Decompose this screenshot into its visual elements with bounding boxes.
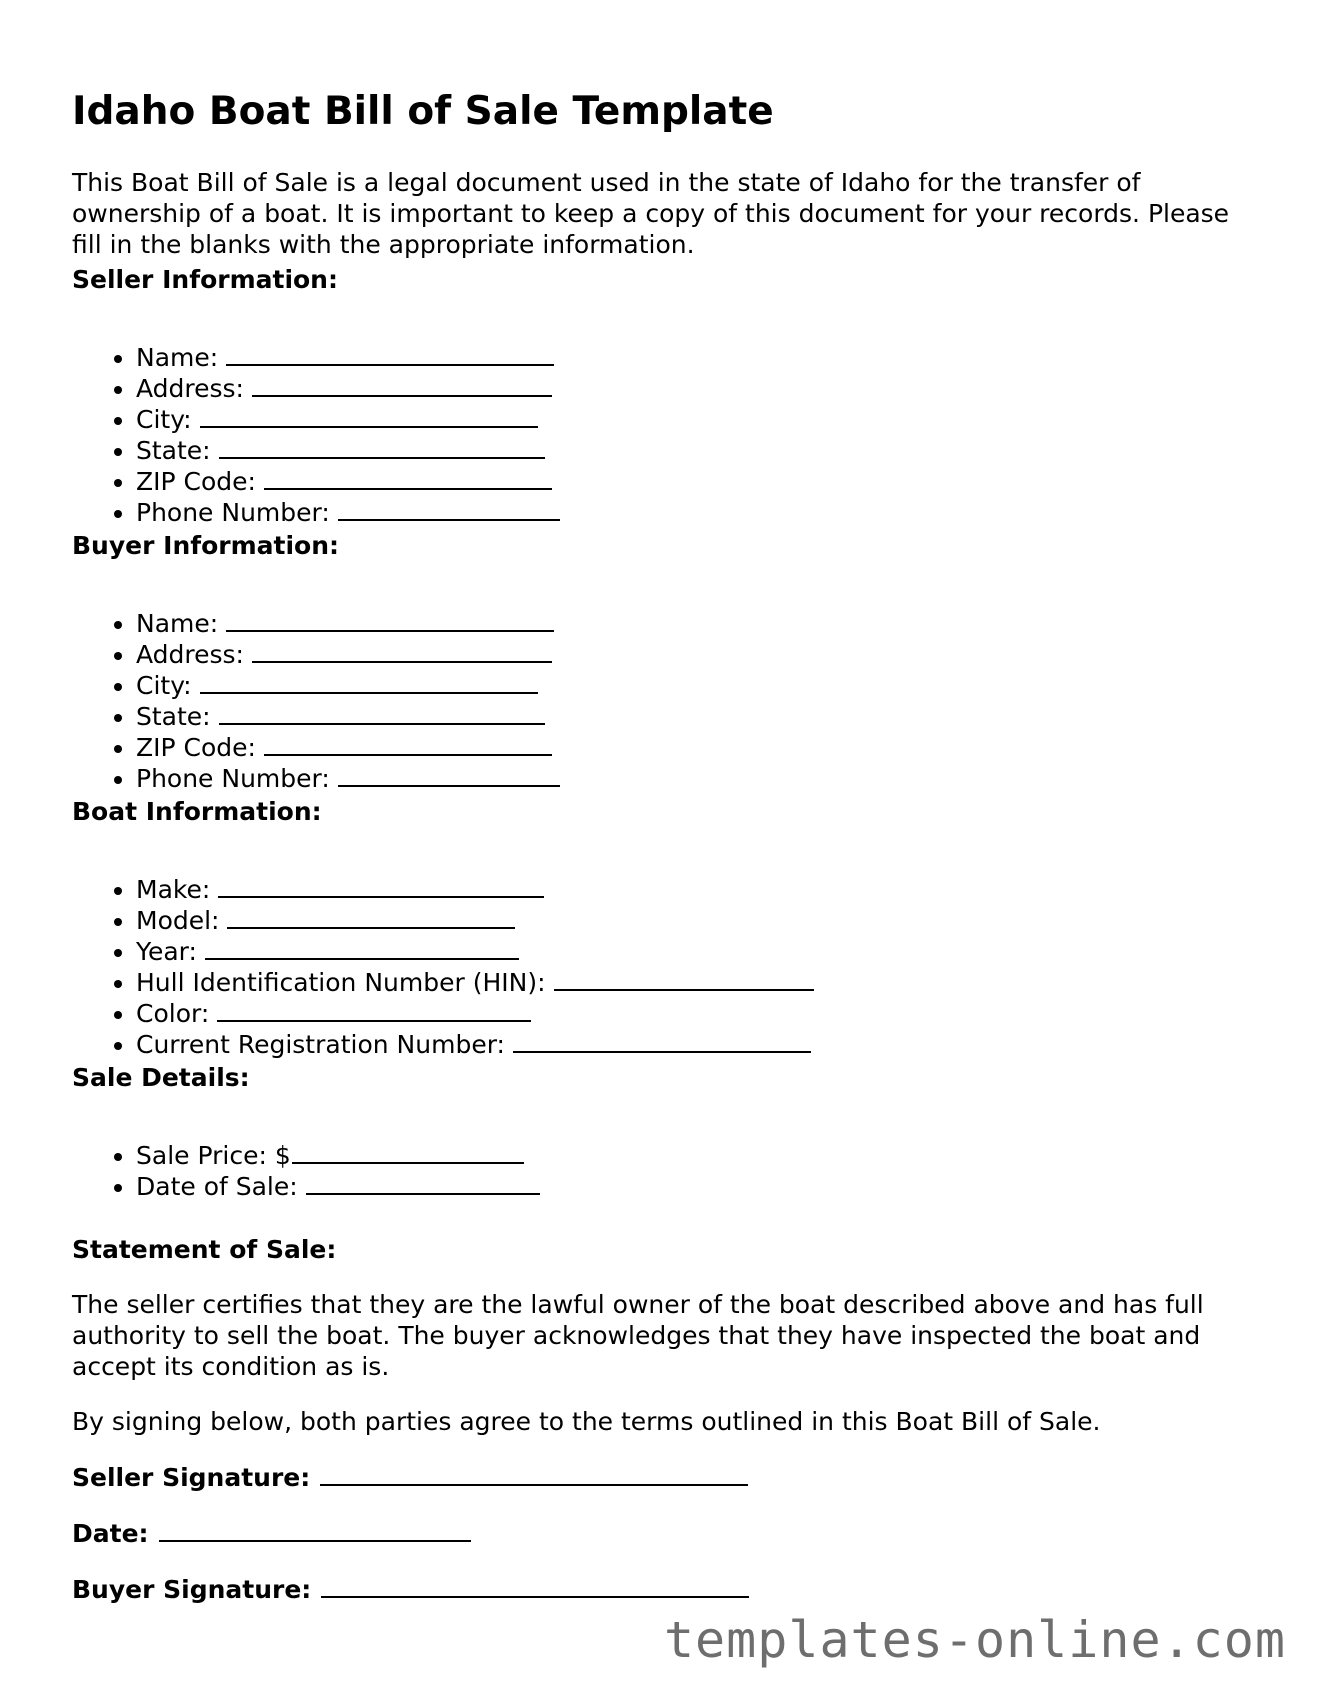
buyer-signature-blank[interactable]	[321, 1574, 749, 1598]
field-label: Make:	[136, 875, 211, 904]
seller-signature-line	[72, 1462, 748, 1493]
boat-color-item	[136, 998, 814, 1029]
field-label: Year:	[136, 937, 197, 966]
buyer-address-blank[interactable]	[252, 639, 552, 663]
field-label: Address:	[136, 374, 244, 403]
sale-price-blank[interactable]	[292, 1140, 524, 1164]
buyer-state-item	[136, 701, 560, 732]
seller-state-item	[136, 435, 560, 466]
field-label: City:	[136, 405, 192, 434]
buyer-signature-label: Buyer Signature:	[72, 1575, 312, 1604]
seller-name-item	[136, 342, 560, 373]
boat-model-item	[136, 905, 814, 936]
buyer-city-item	[136, 670, 560, 701]
field-label: Current Registration Number:	[136, 1030, 505, 1059]
seller-city-item	[136, 404, 560, 435]
intro-paragraph: This Boat Bill of Sale is a legal document used in the state of Idaho for the transfer of ownership of a boat. It is important to keep a copy of this document for your records. Please fill in the blanks with the appropriate information.	[72, 168, 1230, 259]
seller-zip-item	[136, 466, 560, 497]
field-label: ZIP Code:	[136, 467, 256, 496]
statement-section-heading: Statement of Sale:	[72, 1235, 337, 1264]
boat-fields-list	[72, 874, 814, 1060]
boat-model-blank[interactable]	[227, 905, 515, 929]
date-line	[72, 1518, 471, 1549]
seller-phone-item	[136, 497, 560, 528]
agreement-paragraph: By signing below, both parties agree to the terms outlined in this Boat Bill of Sale.	[72, 1407, 1101, 1436]
seller-section-heading: Seller Information:	[72, 265, 338, 294]
seller-signature-label: Seller Signature:	[72, 1463, 311, 1492]
boat-color-blank[interactable]	[217, 998, 531, 1022]
field-label: City:	[136, 671, 192, 700]
sale-section-heading: Sale Details:	[72, 1063, 250, 1092]
buyer-signature-line	[72, 1574, 749, 1605]
field-label: Hull Identification Number (HIN):	[136, 968, 546, 997]
sale-fields-list	[72, 1140, 540, 1202]
sale-price-item	[136, 1140, 540, 1171]
field-label: Phone Number:	[136, 498, 330, 527]
buyer-phone-blank[interactable]	[338, 763, 560, 787]
seller-zip-blank[interactable]	[264, 466, 552, 490]
boat-year-item	[136, 936, 814, 967]
field-label: Sale Price: $	[136, 1141, 291, 1170]
field-label: Name:	[136, 343, 219, 372]
seller-state-blank[interactable]	[219, 435, 545, 459]
seller-name-blank[interactable]	[226, 342, 554, 366]
boat-hin-blank[interactable]	[554, 967, 814, 991]
field-label: Model:	[136, 906, 220, 935]
boat-make-blank[interactable]	[218, 874, 544, 898]
buyer-address-item	[136, 639, 560, 670]
seller-address-item	[136, 373, 560, 404]
date-blank[interactable]	[159, 1518, 471, 1542]
boat-registration-blank[interactable]	[513, 1029, 811, 1053]
field-label: ZIP Code:	[136, 733, 256, 762]
boat-registration-item	[136, 1029, 814, 1060]
buyer-fields-list	[72, 608, 560, 794]
boat-make-item	[136, 874, 814, 905]
boat-section-heading: Boat Information:	[72, 797, 322, 826]
sale-date-blank[interactable]	[306, 1171, 540, 1195]
field-label: Phone Number:	[136, 764, 330, 793]
seller-signature-blank[interactable]	[320, 1462, 748, 1486]
buyer-name-item	[136, 608, 560, 639]
boat-hin-item	[136, 967, 814, 998]
sale-date-item	[136, 1171, 540, 1202]
field-label: Name:	[136, 609, 219, 638]
boat-year-blank[interactable]	[205, 936, 519, 960]
seller-city-blank[interactable]	[200, 404, 538, 428]
field-label: State:	[136, 436, 211, 465]
buyer-zip-item	[136, 732, 560, 763]
buyer-city-blank[interactable]	[200, 670, 538, 694]
seller-fields-list	[72, 342, 560, 528]
page-title: Idaho Boat Bill of Sale Template	[72, 89, 774, 134]
buyer-name-blank[interactable]	[226, 608, 554, 632]
buyer-state-blank[interactable]	[219, 701, 545, 725]
date-label: Date:	[72, 1519, 149, 1548]
seller-phone-blank[interactable]	[338, 497, 560, 521]
field-label: State:	[136, 702, 211, 731]
buyer-section-heading: Buyer Information:	[72, 531, 340, 560]
buyer-zip-blank[interactable]	[264, 732, 552, 756]
statement-paragraph: The seller certifies that they are the lawful owner of the boat described above and has full authority to sell the boat. The buyer acknowledges that they have inspected the boat and accept its condition as is.	[72, 1290, 1204, 1381]
field-label: Date of Sale:	[136, 1172, 298, 1201]
watermark: templates-online.com	[663, 1611, 1286, 1669]
seller-address-blank[interactable]	[252, 373, 552, 397]
field-label: Address:	[136, 640, 244, 669]
buyer-phone-item	[136, 763, 560, 794]
field-label: Color:	[136, 999, 210, 1028]
